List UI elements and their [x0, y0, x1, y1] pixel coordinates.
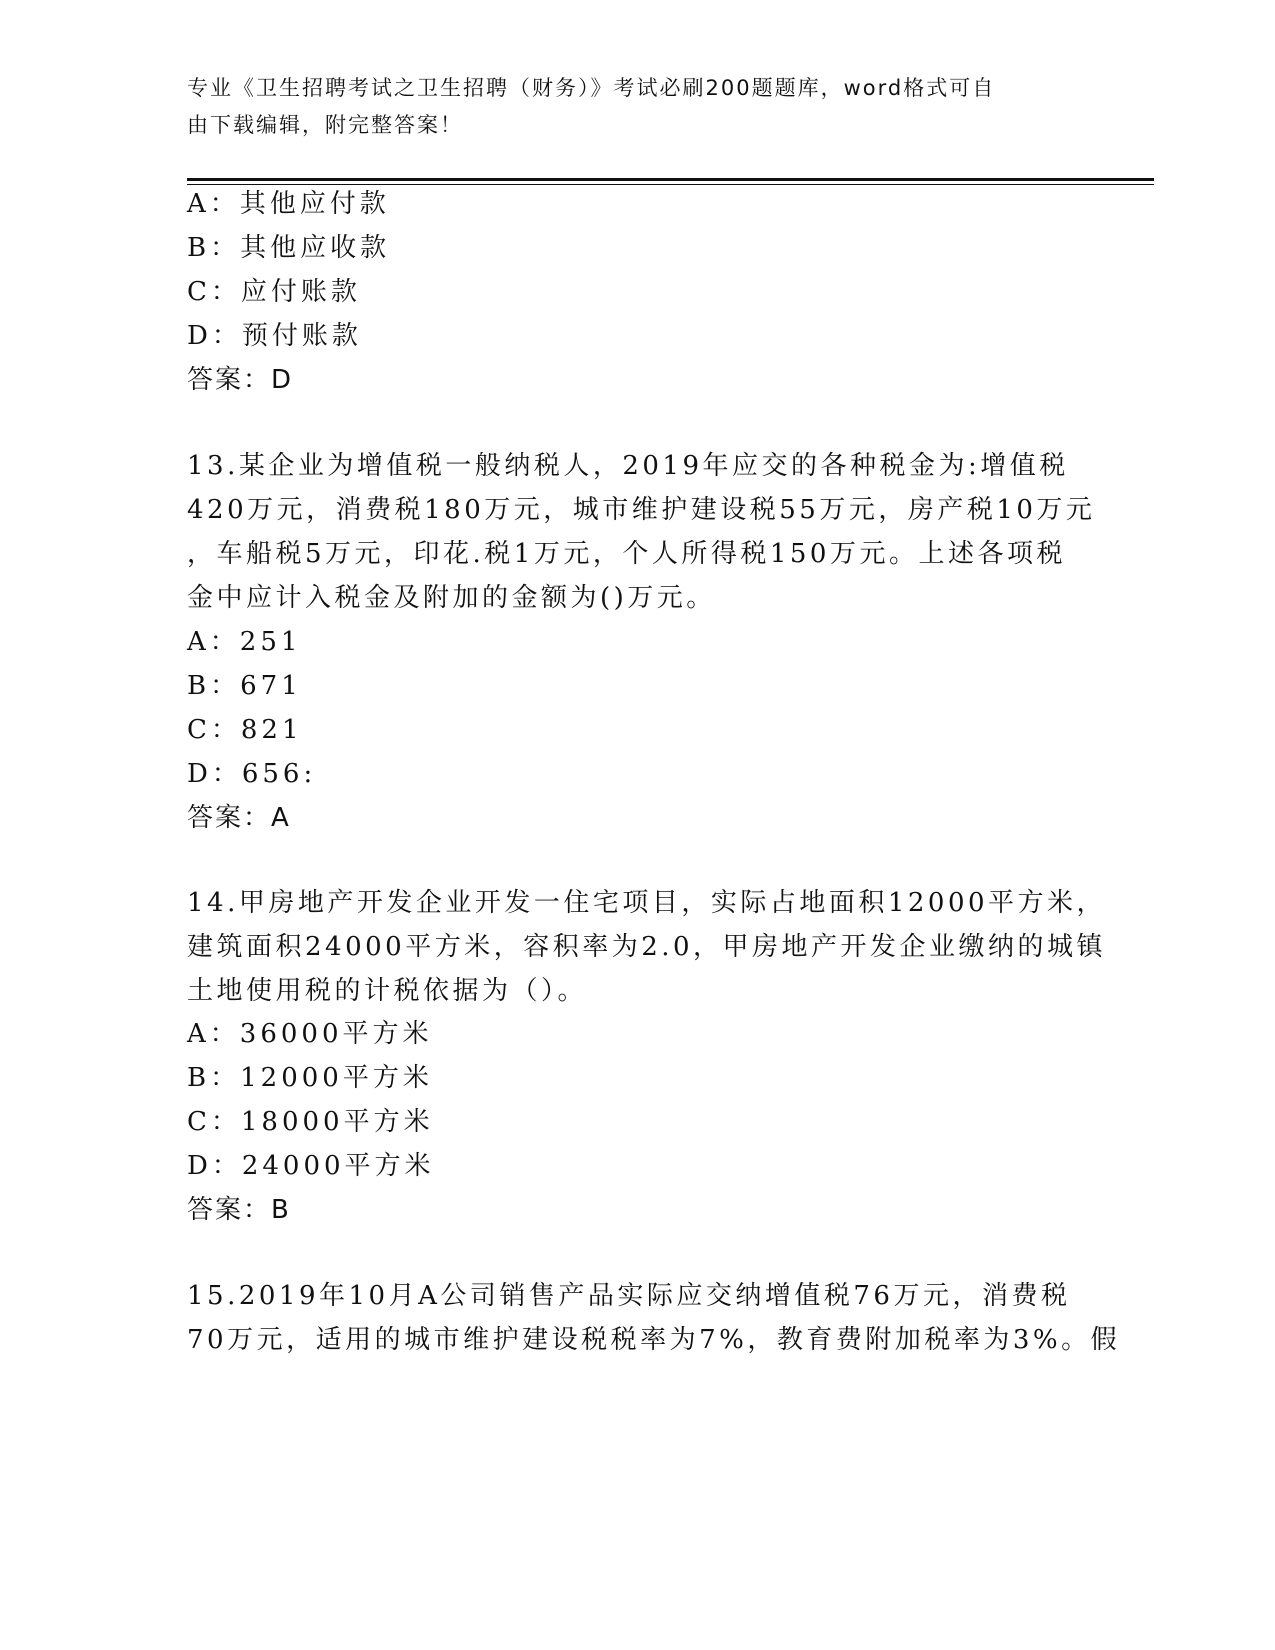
q14-stem-line-1: 14.甲房地产开发企业开发一住宅项目，实际占地面积12000平方米，	[187, 888, 1107, 918]
header-line-1: 专业《卫生招聘考试之卫生招聘（财务）》考试必刷200题题库，word格式可自	[187, 76, 996, 100]
q13-stem-line-2: 420万元，消费税180万元，城市维护建设税55万元，房产税10万元	[187, 495, 1096, 525]
q13-answer: 答案：A	[187, 803, 291, 833]
q12-option-d: D：预付账款	[187, 321, 362, 351]
q14-option-c: C：18000平方米	[187, 1107, 434, 1137]
q12-option-b: B：其他应收款	[187, 233, 391, 263]
q13-stem-line-4: 金中应计入税金及附加的金额为()万元。	[187, 583, 716, 613]
q14-option-b: B：12000平方米	[187, 1063, 433, 1093]
q12-option-c: C：应付账款	[187, 277, 361, 307]
q12-answer: 答案：D	[187, 365, 294, 395]
q14-stem-line-3: 土地使用税的计税依据为（）。	[187, 976, 588, 1006]
q13-option-d: D：656:	[187, 759, 317, 789]
q14-answer: 答案：B	[187, 1195, 291, 1225]
q13-stem-line-1: 13.某企业为增值税一般纳税人，2019年应交的各种税金为:增值税	[187, 451, 1069, 481]
q14-option-a: A：36000平方米	[187, 1019, 433, 1049]
header-rule-thick	[187, 178, 1154, 181]
q13-option-a: A：251	[187, 627, 302, 657]
q14-option-d: D：24000平方米	[187, 1151, 435, 1181]
q13-stem-line-3: ，车船税5万元，印花.税1万元，个人所得税150万元。上述各项税	[187, 539, 1066, 569]
q14-stem-line-2: 建筑面积24000平方米，容积率为2.0，甲房地产开发企业缴纳的城镇	[187, 932, 1107, 962]
document-header	[187, 70, 1067, 144]
q13-option-b: B：671	[187, 671, 302, 701]
header-line-2: 由下载编辑，附完整答案！	[187, 113, 463, 137]
q15-stem-line-2: 70万元，适用的城市维护建设税税率为7%，教育费附加税率为3%。假	[187, 1325, 1121, 1355]
q13-option-c: C：821	[187, 715, 303, 745]
q12-option-a: A：其他应付款	[187, 189, 390, 219]
q15-stem-line-1: 15.2019年10月A公司销售产品实际应交纳增值税76万元，消费税	[187, 1281, 1071, 1311]
header-rule-thin	[187, 184, 1154, 185]
